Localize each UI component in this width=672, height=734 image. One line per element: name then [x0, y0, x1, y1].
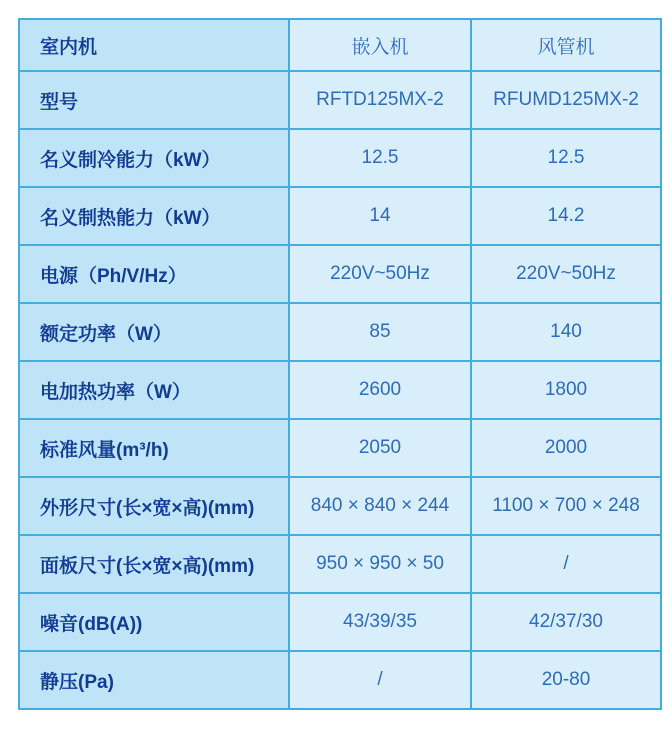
cell-cassette: 950 × 950 × 50	[290, 536, 470, 592]
cell-duct: RFUMD125MX-2	[472, 72, 660, 128]
table-row-cooling-capacity	[20, 130, 660, 186]
table-header-row	[20, 20, 660, 70]
table-row-heating-capacity	[20, 188, 660, 244]
cell-duct: 1100 × 700 × 248	[472, 478, 660, 534]
cell-cassette: 2600	[290, 362, 470, 418]
spec-table	[18, 18, 662, 710]
cell-cassette: 220V~50Hz	[290, 246, 470, 302]
table-row-noise	[20, 594, 660, 650]
cell-cassette: RFTD125MX-2	[290, 72, 470, 128]
cell-cassette: 2050	[290, 420, 470, 476]
header-cassette-unit: 嵌入机	[290, 20, 470, 70]
table-row-outer-dimensions	[20, 478, 660, 534]
cell-duct: 14.2	[472, 188, 660, 244]
cell-duct: 12.5	[472, 130, 660, 186]
row-label: 电源（Ph/V/Hz）	[20, 246, 288, 302]
table-row-static-pressure	[20, 652, 660, 708]
cell-duct: 220V~50Hz	[472, 246, 660, 302]
cell-duct: 42/37/30	[472, 594, 660, 650]
cell-cassette: 43/39/35	[290, 594, 470, 650]
header-duct-unit: 风管机	[472, 20, 660, 70]
cell-duct: 20-80	[472, 652, 660, 708]
table-row-rated-power	[20, 304, 660, 360]
table-row-electric-heating-power	[20, 362, 660, 418]
cell-duct: /	[472, 536, 660, 592]
table-row-power-supply	[20, 246, 660, 302]
row-label: 额定功率（W）	[20, 304, 288, 360]
cell-cassette: 14	[290, 188, 470, 244]
cell-duct: 1800	[472, 362, 660, 418]
row-label: 型号	[20, 72, 288, 128]
row-label: 噪音(dB(A))	[20, 594, 288, 650]
cell-duct: 2000	[472, 420, 660, 476]
row-label: 面板尺寸(长×宽×高)(mm)	[20, 536, 288, 592]
table-row-panel-dimensions	[20, 536, 660, 592]
cell-cassette: 840 × 840 × 244	[290, 478, 470, 534]
row-label: 电加热功率（W）	[20, 362, 288, 418]
table-row-airflow	[20, 420, 660, 476]
cell-duct: 140	[472, 304, 660, 360]
row-label: 名义制热能力（kW）	[20, 188, 288, 244]
cell-cassette: /	[290, 652, 470, 708]
row-label: 标准风量(m³/h)	[20, 420, 288, 476]
table-row-model	[20, 72, 660, 128]
cell-cassette: 12.5	[290, 130, 470, 186]
header-indoor-unit: 室内机	[20, 20, 288, 70]
cell-cassette: 85	[290, 304, 470, 360]
row-label: 名义制冷能力（kW）	[20, 130, 288, 186]
row-label: 外形尺寸(长×宽×高)(mm)	[20, 478, 288, 534]
row-label: 静压(Pa)	[20, 652, 288, 708]
